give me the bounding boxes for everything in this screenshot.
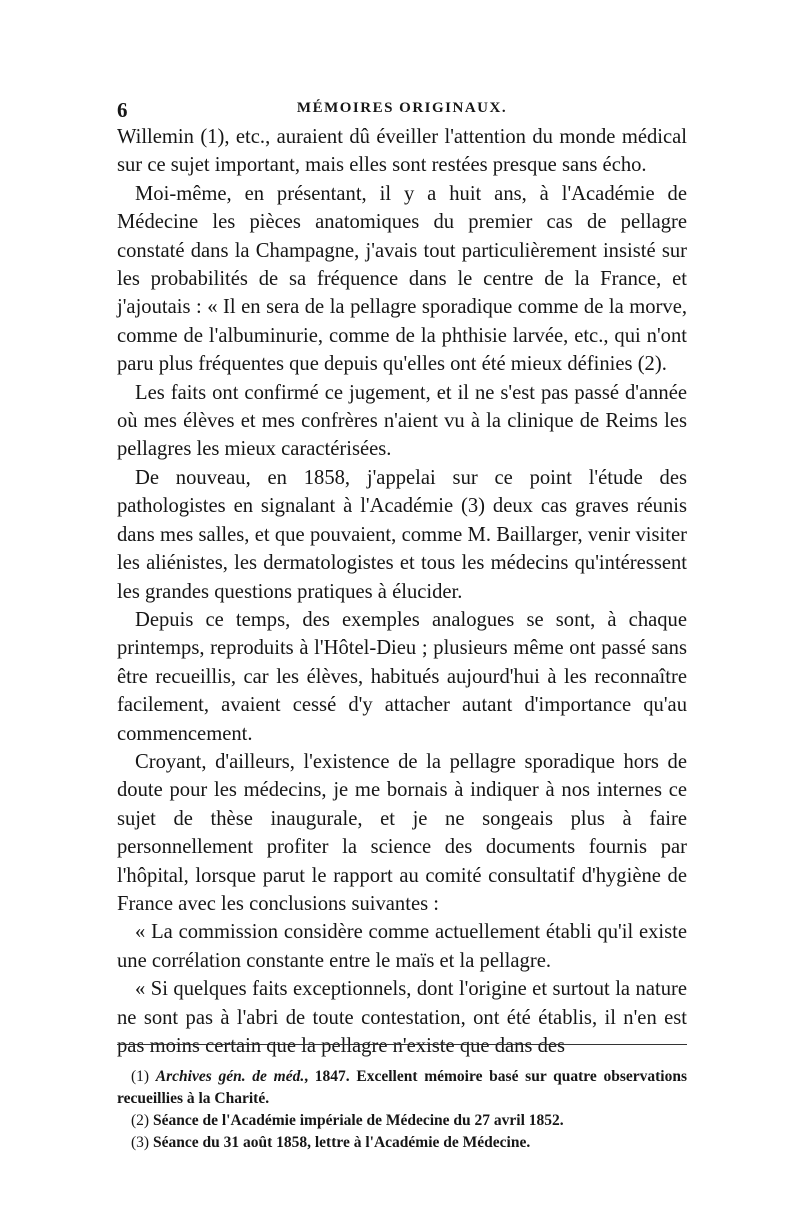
paragraph: Depuis ce temps, des exemples analogues se sont, à chaque printemps, reproduits à l'Hôtel-Dieu ; plusieurs même ont passé sans être recueillis, car les élèves, habitués aujourd'hui à les reconnaître facilement, avaient cessé d'y attacher autant d'importance qu'au commencement. [117,608,687,745]
footnote-source-title: Archives gén. de méd. [155,1068,305,1085]
footnote-text: , 1847. Excellent mémoire basé sur quatre observations recueillies à la Charité. [117,1068,687,1107]
paragraph: De nouveau, en 1858, j'appelai sur ce point l'étude des pathologistes en signalant à l'Académie (3) deux cas graves réunis dans mes salles, et que pouvaient, comme M. Baillarger, venir visiter les aliénistes, les dermatologistes et tous les médecins qu'intéressent les grandes questions pratiques à élucider. [117,466,687,603]
running-title: MÉMOIRES ORIGINAUX. [296,100,508,116]
quotation-paragraph: « La commission considère comme actuellement établi qu'il existe une corrélation constante entre le maïs et la pellagre. [117,921,687,972]
paragraph: Les faits ont confirmé ce jugement, et il ne s'est pas passé d'année où mes élèves et mes confrères n'aient vu à la clinique de Reims les pellagres les mieux caractérisées. [117,381,687,461]
paragraph-continuation: Willemin (1), etc., auraient dû éveiller l'attention du monde médical sur ce sujet important, mais elles sont restées presque sans écho. [117,126,687,177]
footnote-text: Séance de l'Académie impériale de Médecine du 27 avril 1852. [152,1112,564,1129]
running-header [117,98,687,122]
footnotes [117,1066,687,1154]
footnote [117,1132,687,1154]
footnote [117,1066,687,1110]
quotation-paragraph: « Si quelques faits exceptionnels, dont l'origine et surtout la nature ne sont pas à l'abri de toute contestation, ont été établis, il n'en est pas moins certain que la pellagre n'existe que dans des [117,978,687,1057]
footnote [117,1110,687,1132]
body-text [117,123,687,1060]
footnote-marker: (1) [131,1068,150,1085]
footnote-text: Séance du 31 août 1858, lettre à l'Académie de Médecine. [152,1134,531,1151]
paragraph: Croyant, d'ailleurs, l'existence de la pellagre sporadique hors de doute pour les médecins, je me bornais à indiquer à nos internes ce sujet de thèse inaugurale, et je ne songeais plus à faire personnellement profiter la science des documents fournis par l'hôpital, lorsque parut le rapport au comité consultatif d'hygiène de France avec les conclusions suivantes : [117,750,687,915]
footnote-marker: (2) [131,1112,150,1129]
page-number: 6 [117,98,128,122]
footnote-marker: (3) [131,1134,150,1151]
paragraph: Moi-même, en présentant, il y a huit ans, à l'Académie de Médecine les pièces anatomiques du premier cas de pellagre constaté dans la Champagne, j'avais tout particulièrement insisté sur les probabilités de sa fréquence dans le centre de la France, et j'ajoutais : « Il en sera de la pellagre sporadique comme de la morve, comme de l'albuminurie, comme de la phthisie larvée, etc., qui n'ont paru plus fréquentes que depuis qu'elles ont été mieux définies (2). [117,182,687,376]
footnote-divider [117,1044,687,1045]
